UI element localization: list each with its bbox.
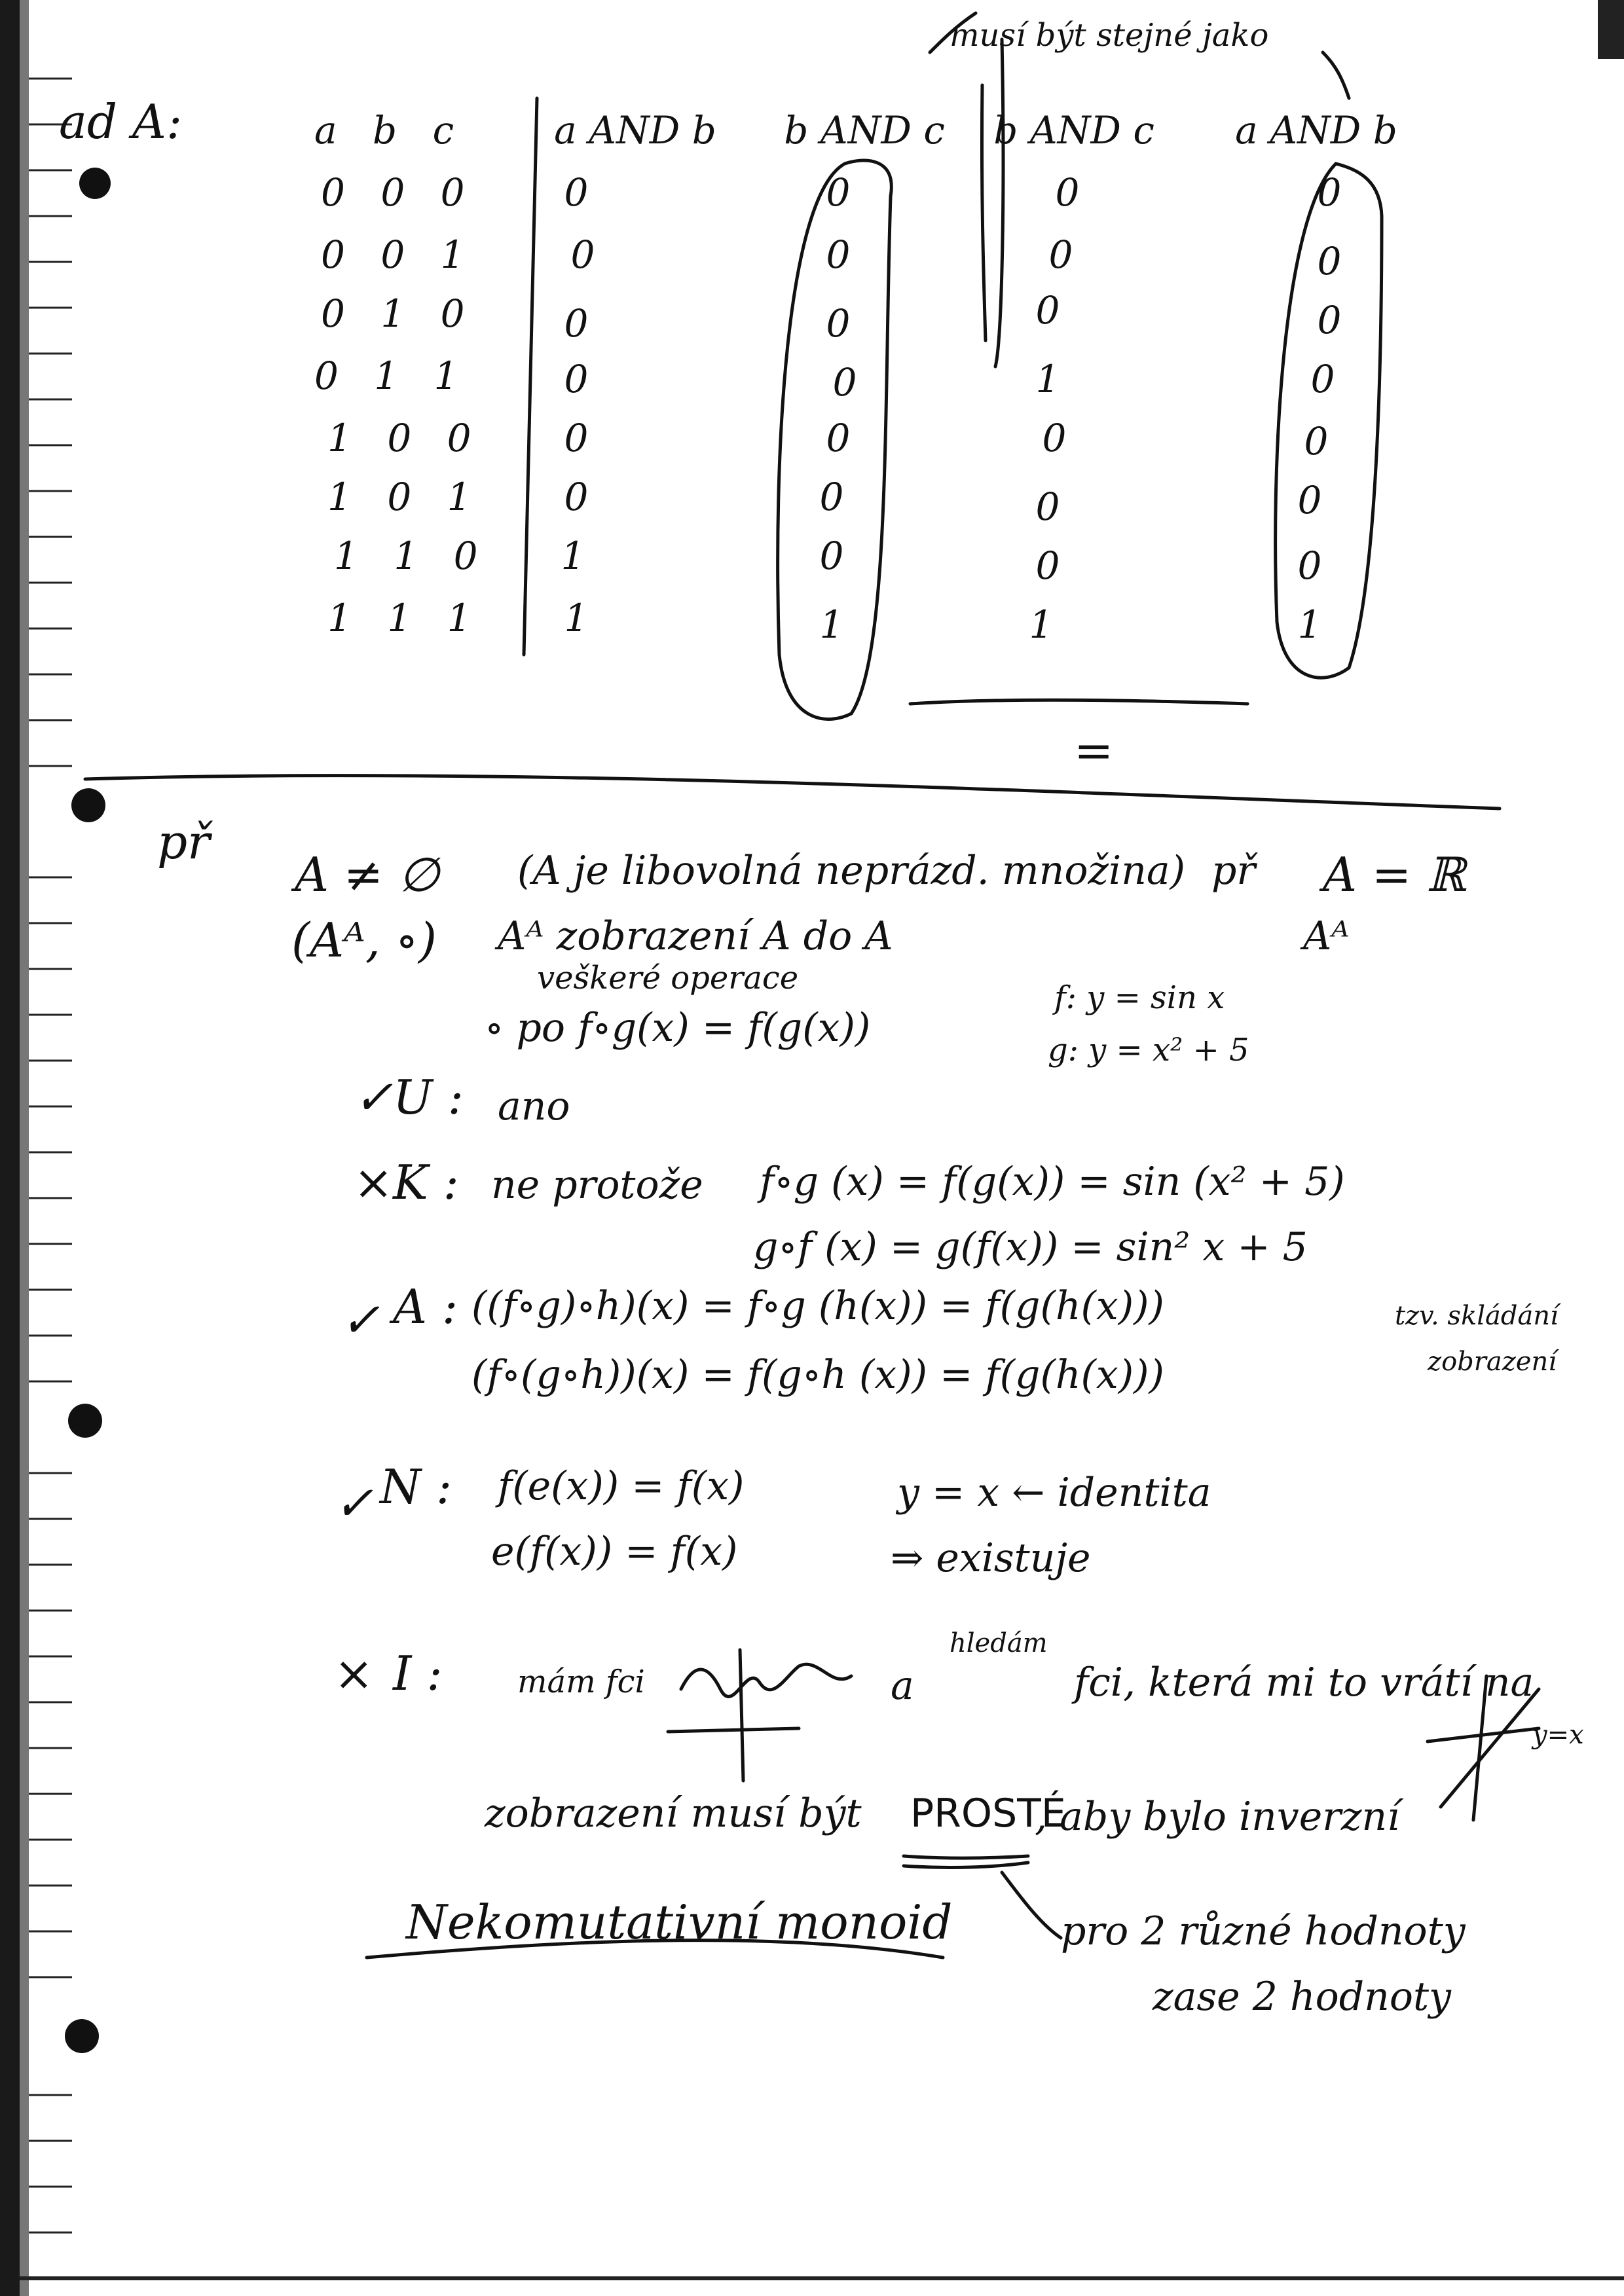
property-n-label: N : xyxy=(380,1459,452,1514)
wavy-function-graph-icon xyxy=(668,1650,851,1781)
cell-a-and-b-2: 0 xyxy=(1297,478,1322,522)
cell-b-and-c: 0 xyxy=(826,416,851,460)
identity-line-graph-icon xyxy=(1428,1676,1539,1820)
equals-sign: = xyxy=(1074,723,1114,778)
cell-b-and-c-2: 1 xyxy=(1029,602,1054,647)
cell-b-and-c: 0 xyxy=(826,170,851,215)
cell-a-and-b-2: 1 xyxy=(1297,602,1322,647)
column-header-b-and-c: b AND c xyxy=(784,108,945,153)
mapping-description: Aᴬ zobrazení A do A xyxy=(498,913,893,959)
injective-keyword: PROSTÉ xyxy=(910,1791,1066,1836)
cell-b-and-c-2: 0 xyxy=(1035,288,1060,333)
cell-abc: 1 0 0 xyxy=(327,416,483,460)
set-nonempty: A ≠ ∅ xyxy=(295,847,439,902)
cell-b-and-c: 0 xyxy=(826,232,851,277)
neutral-eq-1: f(e(x)) = f(x) xyxy=(498,1463,745,1509)
section-label-pr: př xyxy=(157,814,210,869)
example-set: A = ℝ xyxy=(1323,847,1466,902)
property-k-answer: ne protože xyxy=(491,1162,703,1208)
cell-abc: 1 1 0 xyxy=(334,534,490,578)
cell-b-and-c-2: 0 xyxy=(1035,543,1060,588)
cell-abc: 0 0 0 xyxy=(321,170,477,215)
cell-b-and-c-2: 1 xyxy=(1035,357,1060,401)
column-header-abc: a b c xyxy=(314,108,466,153)
example-power: Aᴬ xyxy=(1303,913,1350,959)
associativity-note-2: zobrazení xyxy=(1428,1347,1557,1377)
cell-a-and-b-2: 0 xyxy=(1317,298,1342,342)
inverse-text-hledam: hledám xyxy=(950,1628,1048,1658)
identity-graph-label: y=x xyxy=(1532,1720,1584,1750)
conclusion: Nekomutativní monoid xyxy=(406,1895,953,1950)
exists-note: ⇒ existuje xyxy=(891,1535,1091,1581)
associativity-note-1: tzv. skládání xyxy=(1395,1301,1559,1331)
identity-note: y = x ← identita xyxy=(897,1470,1211,1516)
cell-a-and-b: 0 xyxy=(570,232,595,277)
injective-text: zobrazení musí být xyxy=(485,1791,862,1836)
cell-a-and-b: 0 xyxy=(564,301,589,346)
cross-mark-i: × xyxy=(334,1646,374,1701)
underline-prosté-2 xyxy=(904,1863,1028,1867)
column-header-b-and-c-2: b AND c xyxy=(993,108,1154,153)
cell-b-and-c: 1 xyxy=(819,602,844,647)
check-mark-a: ✓ xyxy=(341,1292,380,1347)
column-header-a-and-b: a AND b xyxy=(554,108,716,153)
property-i-label: I : xyxy=(393,1646,443,1701)
cell-a-and-b-2: 0 xyxy=(1310,357,1335,401)
cell-b-and-c: 0 xyxy=(819,475,844,519)
cell-a-and-b-2: 0 xyxy=(1304,419,1329,464)
property-k-label: K : xyxy=(393,1155,459,1210)
section-label-ad-a: ad A: xyxy=(59,94,183,149)
associativity-eq-2: (f∘(g∘h))(x) = f(g∘h (x)) = f(g(h(x))) xyxy=(471,1352,1164,1398)
cell-abc: 0 1 0 xyxy=(321,291,477,336)
inverse-text-1: mám fci xyxy=(517,1664,645,1700)
cell-a-and-b: 1 xyxy=(564,596,589,640)
conclusion-underline xyxy=(367,1941,943,1958)
arrow-to-side-note xyxy=(1002,1872,1061,1938)
cell-abc: 1 0 1 xyxy=(327,475,483,519)
side-note-2: zase 2 hodnoty xyxy=(1153,1974,1451,2020)
cross-mark-k: × xyxy=(354,1155,394,1210)
g-definition: g: y = x² + 5 xyxy=(1048,1032,1249,1068)
cell-abc: 0 0 1 xyxy=(321,232,477,277)
cell-b-and-c-2: 0 xyxy=(1042,416,1067,460)
composition-definition: ∘ po f∘g(x) = f(g(x)) xyxy=(485,1005,871,1051)
cell-b-and-c-2: 0 xyxy=(1055,170,1080,215)
example-label: př xyxy=(1211,848,1256,894)
commutativity-eq-1: f∘g (x) = f(g(x)) = sin (x² + 5) xyxy=(760,1159,1345,1205)
inverse-text-3: fci, která mi to vrátí na xyxy=(1074,1660,1534,1705)
column-header-a-and-b-2: a AND b xyxy=(1235,108,1397,153)
cell-abc: 0 1 1 xyxy=(314,354,470,398)
property-u-answer: ano xyxy=(498,1084,570,1129)
cell-b-and-c: 0 xyxy=(819,534,844,578)
underline-prosté-1 xyxy=(904,1856,1028,1858)
cell-abc: 1 1 1 xyxy=(327,596,483,640)
side-note-1: pro 2 různé hodnoty xyxy=(1061,1908,1466,1954)
inverse-text-2: a xyxy=(891,1663,914,1709)
neutral-eq-2: e(f(x)) = f(x) xyxy=(491,1529,738,1575)
monoid-pair: (Aᴬ, ∘) xyxy=(291,913,437,968)
check-mark-u: ✓ xyxy=(354,1070,394,1125)
cell-a-and-b: 0 xyxy=(564,357,589,401)
injective-reason: , aby bylo inverzní xyxy=(1035,1794,1400,1840)
cell-a-and-b: 0 xyxy=(564,475,589,519)
cell-b-and-c-2: 0 xyxy=(1035,484,1060,529)
cell-a-and-b: 1 xyxy=(561,534,585,578)
associativity-eq-1: ((f∘g)∘h)(x) = f∘g (h(x)) = f(g(h(x))) xyxy=(471,1283,1164,1329)
commutativity-eq-2: g∘f (x) = g(f(x)) = sin² x + 5 xyxy=(753,1224,1308,1270)
cell-a-and-b: 0 xyxy=(564,416,589,460)
operations-note: veškeré operace xyxy=(537,960,799,996)
cell-b-and-c-2: 0 xyxy=(1048,232,1073,277)
check-mark-n: ✓ xyxy=(334,1476,374,1531)
f-definition: f: y = sin x xyxy=(1054,979,1225,1016)
property-a-label: A : xyxy=(393,1279,458,1334)
cell-b-and-c: 0 xyxy=(832,360,857,405)
table-note: musí být stejné jako xyxy=(950,17,1269,54)
set-description: (A je libovolná neprázd. množina) xyxy=(517,848,1186,894)
cell-a-and-b: 0 xyxy=(564,170,589,215)
cell-a-and-b-2: 0 xyxy=(1317,239,1342,283)
cell-a-and-b-2: 0 xyxy=(1297,543,1322,588)
cell-a-and-b-2: 0 xyxy=(1317,170,1342,215)
cell-b-and-c: 0 xyxy=(826,301,851,346)
property-u-label: U : xyxy=(393,1070,464,1125)
